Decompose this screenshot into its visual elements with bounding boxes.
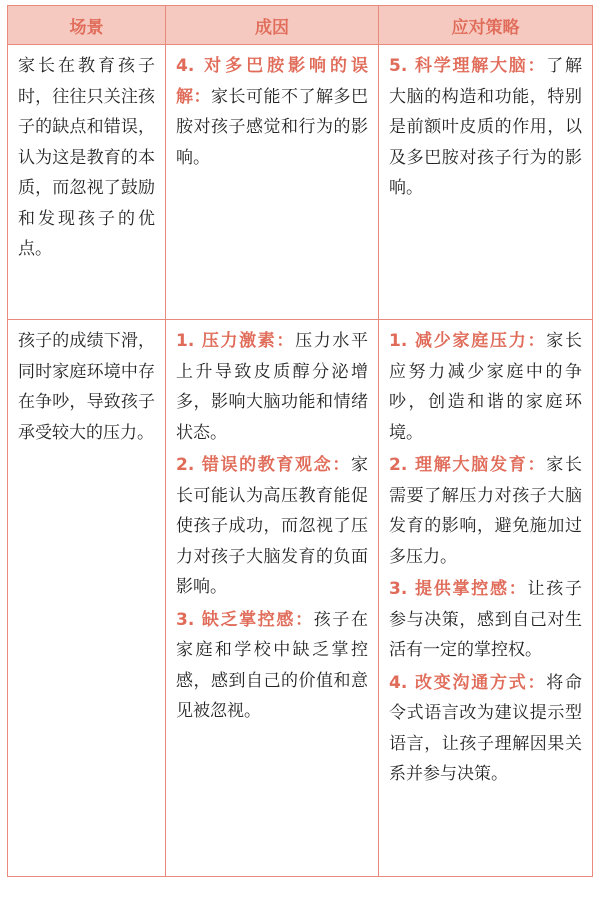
strategy-title: 2. 理解大脑发育 xyxy=(389,455,528,475)
strategy-text: 了解大脑的构造和功能，特别是前额叶皮质的作用，以及多巴胺对孩子行为的影响。 xyxy=(389,56,583,198)
colon: ： xyxy=(332,455,351,475)
colon: ： xyxy=(276,331,296,351)
cause-item xyxy=(176,450,368,603)
strategy-title: 5. 科学理解大脑 xyxy=(389,56,528,76)
table-row xyxy=(8,45,593,320)
header-strategy: 应对策略 xyxy=(379,6,593,45)
cause-title: 1. 压力激素 xyxy=(176,331,277,351)
cause-title: 3. 缺乏掌控感 xyxy=(176,609,296,630)
strategy-item xyxy=(389,51,582,204)
cause-text: 家长可能认为高压教育能促使孩子成功，而忽视了压力对孩子大脑发育的负面影响。 xyxy=(176,455,368,597)
scene-cell: 孩子的成绩下滑，同时家庭环境中存在争吵，导致孩子承受较大的压力。 xyxy=(8,320,166,877)
cause-title: 4. 对多巴胺影响的误解 xyxy=(176,56,368,107)
cause-cell xyxy=(166,320,379,877)
strategy-table xyxy=(7,5,593,877)
strategy-title: 3. 提供掌控感 xyxy=(389,579,509,599)
scene-cell: 家长在教育孩子时，往往只关注孩子的缺点和错误，认为这是教育的本质，而忽视了鼓励和发现孩子的优点。 xyxy=(8,45,166,320)
table-body xyxy=(8,45,593,877)
strategy-item xyxy=(389,326,582,448)
colon: ： xyxy=(527,672,547,693)
strategy-item xyxy=(389,574,582,666)
header-row xyxy=(8,6,593,45)
strategy-item xyxy=(389,668,582,790)
cause-item xyxy=(176,326,368,448)
strategy-text: 让孩子参与决策，感到自己对生活有一定的掌控权。 xyxy=(389,579,583,660)
colon: ： xyxy=(508,579,528,599)
colon: ： xyxy=(193,86,211,107)
table-header xyxy=(8,6,593,45)
strategy-title: 4. 改变沟通方式 xyxy=(389,672,528,693)
header-scene: 场景 xyxy=(8,6,166,45)
strategy-cell xyxy=(379,45,593,320)
colon: ： xyxy=(295,609,314,630)
strategy-cell xyxy=(379,320,593,877)
strategy-text: 将命令式语言改为建议提示型语言，让孩子理解因果关系并参与决策。 xyxy=(389,672,583,784)
colon: ： xyxy=(527,56,547,76)
cause-title: 2. 错误的教育观念 xyxy=(176,455,333,475)
strategy-title: 1. 减少家庭压力 xyxy=(389,331,528,351)
cause-item xyxy=(176,605,368,727)
cause-item xyxy=(176,51,368,173)
colon: ： xyxy=(527,331,547,351)
cause-cell xyxy=(166,45,379,320)
strategy-text: 家长需要了解压力对孩子大脑发育的影响，避免施加过多压力。 xyxy=(389,455,583,567)
table-row xyxy=(8,320,593,877)
strategy-item xyxy=(389,450,582,572)
cause-text: 压力水平上升导致皮质醇分泌增多，影响大脑功能和情绪状态。 xyxy=(176,331,369,443)
cause-text: 家长可能不了解多巴胺对孩子感觉和行为的影响。 xyxy=(176,86,368,168)
cause-text: 孩子在家庭和学校中缺乏掌控感，感到自己的价值和意见被忽视。 xyxy=(176,609,369,721)
header-cause: 成因 xyxy=(166,6,379,45)
colon: ： xyxy=(527,455,547,475)
strategy-text: 家长应努力减少家庭中的争吵，创造和谐的家庭环境。 xyxy=(389,331,583,443)
